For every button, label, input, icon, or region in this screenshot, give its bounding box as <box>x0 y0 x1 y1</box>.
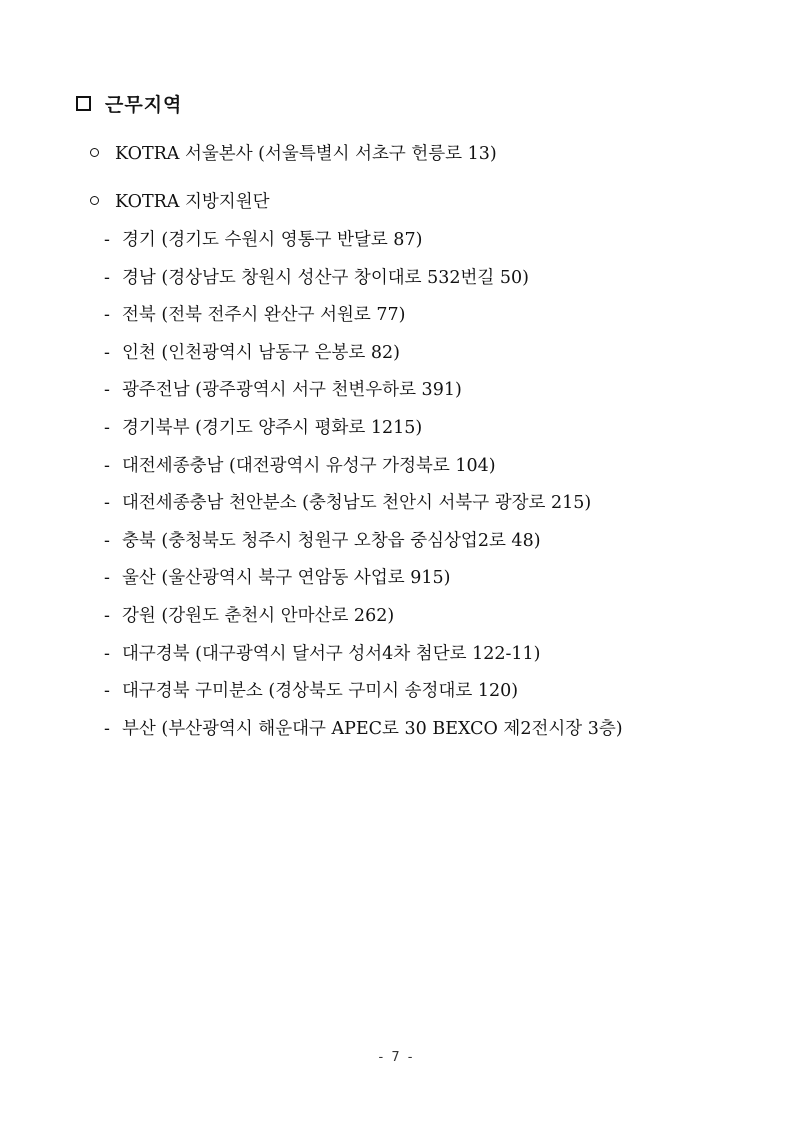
bullet-item-regional <box>90 188 270 213</box>
list-item-text: 대전세종충남 (대전광역시 유성구 가정북로 104) <box>122 455 496 476</box>
list-item-text: 대전세종충남 천안분소 (충청남도 천안시 서북구 광장로 215) <box>122 493 592 514</box>
list-item-text: 광주전남 (광주광역시 서구 천변우하로 391) <box>122 380 462 401</box>
list-item <box>104 598 623 636</box>
dash-marker: - <box>104 305 110 326</box>
list-item-text: 부산 (부산광역시 해운대구 APEC로 30 BEXCO 제2전시장 3층) <box>122 718 623 739</box>
dash-marker: - <box>104 643 110 664</box>
page-number: - 7 - <box>378 1050 415 1065</box>
list-item <box>104 222 623 260</box>
list-item <box>104 673 623 711</box>
dash-marker: - <box>104 530 110 551</box>
list-item-text: 인천 (인천광역시 남동구 은봉로 82) <box>122 342 400 363</box>
list-item <box>104 485 623 523</box>
bullet-item-text: KOTRA 지방지원단 <box>115 192 270 212</box>
dash-marker: - <box>104 230 110 250</box>
list-item-text: 경기북부 (경기도 양주시 평화로 1215) <box>122 417 423 438</box>
section-heading <box>76 90 182 117</box>
list-item <box>104 260 623 298</box>
list-item <box>104 372 623 410</box>
list-item-text: 경남 (경상남도 창원시 성산구 창이대로 532번길 50) <box>122 267 529 288</box>
section-heading-title: 근무지역 <box>105 94 183 116</box>
list-item-text: 대구경북 구미분소 (경상북도 구미시 송정대로 120) <box>122 681 519 702</box>
regional-office-list <box>104 222 623 748</box>
bullet-item-text: KOTRA 서울본사 (서울특별시 서초구 헌릉로 13) <box>115 144 497 164</box>
list-item <box>104 335 623 373</box>
list-item <box>104 711 623 749</box>
list-item <box>104 560 623 598</box>
list-item-text: 강원 (강원도 춘천시 안마산로 262) <box>122 605 395 626</box>
list-item <box>104 410 623 448</box>
list-item-text: 경기 (경기도 수원시 영통구 반달로 87) <box>122 230 423 250</box>
dash-marker: - <box>104 267 110 288</box>
circle-bullet-icon <box>90 148 99 157</box>
circle-bullet-icon <box>90 196 99 205</box>
dash-marker: - <box>104 718 110 739</box>
list-item-text: 대구경북 (대구광역시 달서구 성서4차 첨단로 122-11) <box>122 643 541 664</box>
list-item <box>104 297 623 335</box>
list-item <box>104 448 623 486</box>
dash-marker: - <box>104 568 110 589</box>
dash-marker: - <box>104 605 110 626</box>
dash-marker: - <box>104 493 110 514</box>
dash-marker: - <box>104 455 110 476</box>
list-item-text: 충북 (충청북도 청주시 청원구 오창읍 중심상업2로 48) <box>122 530 541 551</box>
list-item <box>104 523 623 561</box>
list-item <box>104 636 623 674</box>
list-item-text: 울산 (울산광역시 북구 연암동 사업로 915) <box>122 568 451 589</box>
square-checkbox-icon <box>76 96 91 111</box>
bullet-item-hq <box>90 140 497 165</box>
dash-marker: - <box>104 380 110 401</box>
list-item-text: 전북 (전북 전주시 완산구 서원로 77) <box>122 305 406 326</box>
dash-marker: - <box>104 681 110 702</box>
dash-marker: - <box>104 417 110 438</box>
dash-marker: - <box>104 342 110 363</box>
